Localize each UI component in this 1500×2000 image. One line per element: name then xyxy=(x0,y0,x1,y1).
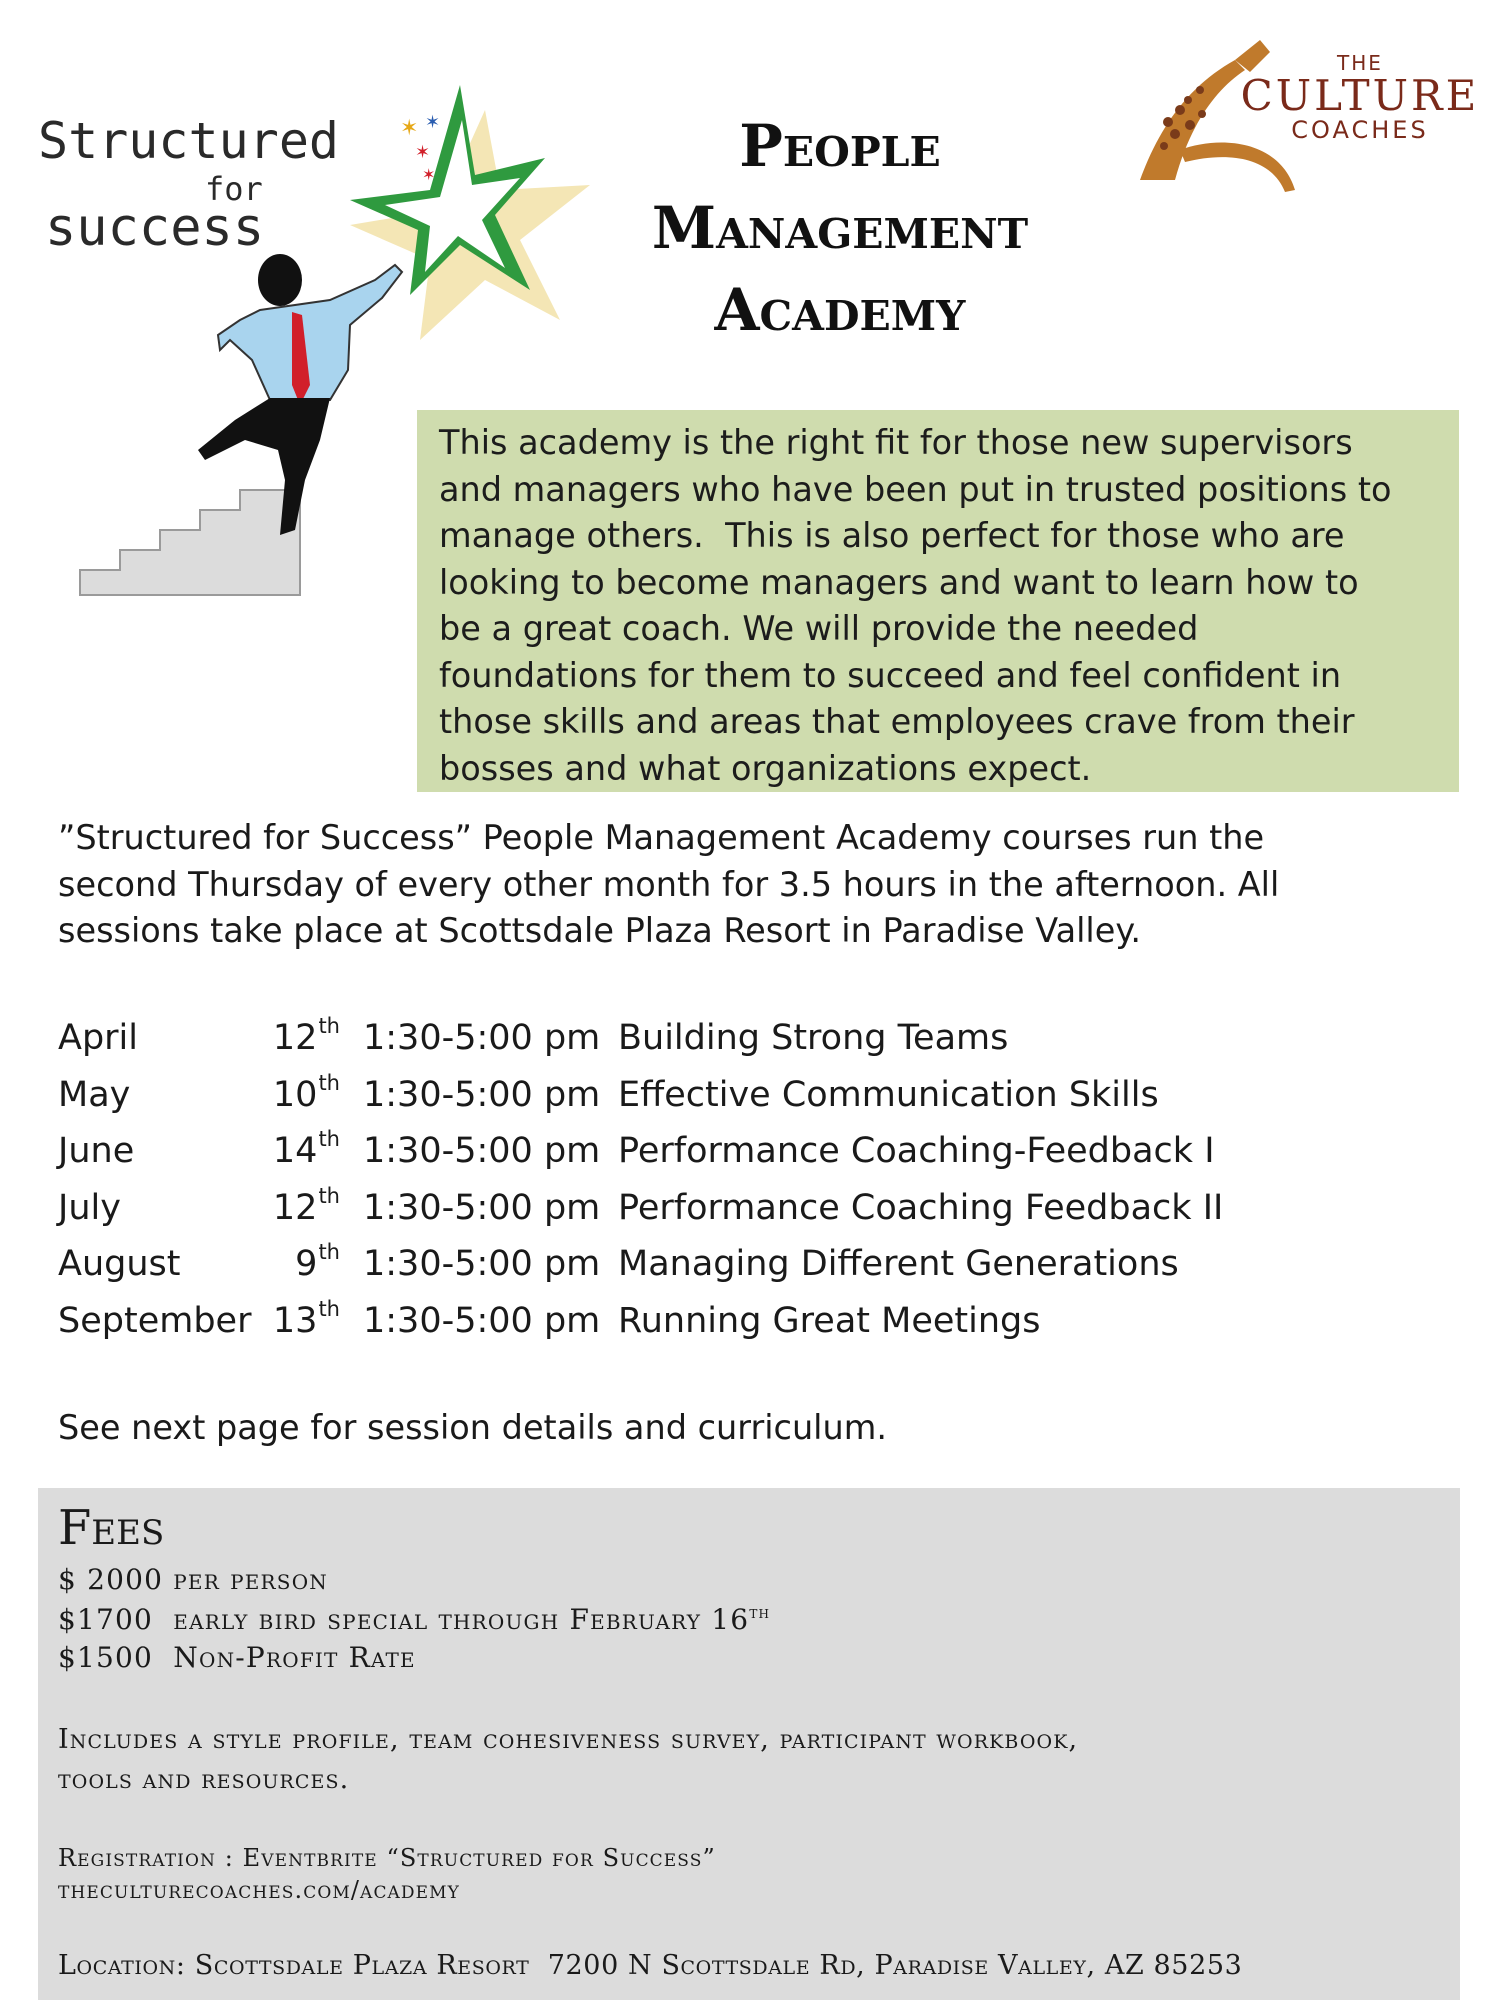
svg-text:Structured: Structured xyxy=(38,112,340,170)
intro-line: manage others. This is also perfect for those who are xyxy=(439,516,1345,555)
culture-coaches-logo xyxy=(1120,30,1490,200)
svg-text:✶: ✶ xyxy=(425,112,441,133)
intro-line: looking to become managers and want to learn how to xyxy=(439,562,1359,602)
culture-coaches-figure-icon xyxy=(1120,30,1490,200)
fees-box xyxy=(38,1488,1460,2000)
intro-line: bosses and what organizations expect. xyxy=(439,748,1092,788)
intro-line: and managers who have been put in trusted positions to xyxy=(439,469,1392,509)
title-line: Management xyxy=(651,194,1029,262)
day-number: 12 xyxy=(272,1187,318,1228)
session-time: 1:30-5:00 pm xyxy=(363,1131,601,1171)
svg-text:CULTURE: CULTURE xyxy=(1240,71,1480,120)
svg-text:✶: ✶ xyxy=(415,142,431,163)
day-number: 10 xyxy=(272,1074,318,1115)
session-month: June xyxy=(58,1131,135,1171)
summary-line: ”Structured for Success” People Management Academy courses run the xyxy=(58,818,1265,857)
includes-line: Includes a style profile, team cohesiveness survey, participant workbook, xyxy=(58,1724,1079,1755)
svg-text:success: success xyxy=(45,198,265,258)
intro-line: those skills and areas that employees crave from their xyxy=(439,702,1355,741)
fee-suffix: th xyxy=(749,1603,771,1623)
page-title xyxy=(560,105,1120,351)
session-day xyxy=(250,1010,340,1066)
svg-text:COACHES: COACHES xyxy=(1291,116,1429,144)
fees-includes xyxy=(58,1720,1078,1800)
day-suffix: th xyxy=(318,1127,340,1151)
session-time: 1:30-5:00 pm xyxy=(363,1187,601,1228)
summary-line: second Thursday of every other month for 3.5 hours in the afternoon. All xyxy=(58,864,1280,904)
session-day xyxy=(250,1067,340,1123)
session-topic: Performance Coaching-Feedback I xyxy=(618,1131,1215,1171)
day-number: 14 xyxy=(272,1131,318,1171)
session-month: April xyxy=(58,1018,138,1058)
day-number: 13 xyxy=(272,1300,318,1341)
svg-text:for: for xyxy=(205,170,263,208)
title-line: Academy xyxy=(714,276,966,344)
intro-line: be a great coach. We will provide the needed xyxy=(439,609,1199,648)
registration-info: Registration : Eventbrite “Structured for Success” xyxy=(58,1844,716,1872)
session-time: 1:30-5:00 pm xyxy=(363,1244,601,1284)
includes-line: tools and resources. xyxy=(58,1764,350,1795)
day-suffix: th xyxy=(318,1240,340,1264)
intro-line: foundations for them to succeed and feel confident in xyxy=(439,655,1342,695)
course-summary xyxy=(58,815,1458,955)
fee-text: $ 2000 per person xyxy=(58,1563,329,1596)
fee-text: $1700 early bird special through February 16 xyxy=(58,1603,750,1636)
session-topic: Managing Different Generations xyxy=(618,1244,1179,1284)
fee-text: $1500 Non-Profit Rate xyxy=(58,1641,416,1674)
schedule-row xyxy=(58,1180,1458,1237)
next-page-note: See next page for session details and curriculum. xyxy=(58,1408,887,1447)
schedule-row xyxy=(58,1010,1458,1067)
session-month: September xyxy=(58,1300,252,1341)
session-day xyxy=(250,1236,340,1292)
session-month: May xyxy=(58,1074,131,1115)
svg-text:✶: ✶ xyxy=(422,165,436,184)
session-day xyxy=(250,1123,340,1179)
schedule-row xyxy=(58,1236,1458,1293)
fees-heading: Fees xyxy=(58,1500,165,1556)
intro-box xyxy=(417,410,1459,792)
svg-text:✶: ✶ xyxy=(400,116,419,141)
day-suffix: th xyxy=(318,1296,340,1321)
intro-text xyxy=(439,420,1439,792)
session-time: 1:30-5:00 pm xyxy=(363,1074,601,1115)
session-month: August xyxy=(58,1244,181,1284)
schedule-row xyxy=(58,1067,1458,1124)
summary-line: sessions take place at Scottsdale Plaza Resort in Paradise Valley. xyxy=(58,911,1142,950)
session-day xyxy=(250,1180,340,1236)
schedule-row xyxy=(58,1293,1458,1350)
session-topic: Effective Communication Skills xyxy=(618,1074,1159,1115)
fee-item xyxy=(58,1600,770,1640)
fee-item xyxy=(58,1560,328,1600)
svg-text:THE: THE xyxy=(1337,51,1383,75)
day-number: 12 xyxy=(272,1018,318,1058)
session-topic: Building Strong Teams xyxy=(618,1018,1009,1058)
session-topic: Performance Coaching Feedback II xyxy=(618,1187,1224,1228)
day-suffix: th xyxy=(318,1070,340,1095)
title-line: People xyxy=(739,112,941,180)
day-number: 9 xyxy=(295,1244,318,1284)
day-suffix: th xyxy=(318,1183,340,1208)
session-month: July xyxy=(58,1187,121,1228)
session-time: 1:30-5:00 pm xyxy=(363,1300,601,1341)
session-day xyxy=(250,1293,340,1349)
location-info: Location: Scottsdale Plaza Resort 7200 N Scottsdale Rd, Paradise Valley, AZ 85253 xyxy=(58,1950,1243,1981)
website-link[interactable]: theculturecoaches.com/academy xyxy=(58,1876,460,1904)
fee-item xyxy=(58,1638,416,1678)
intro-line: This academy is the right fit for those new supervisors xyxy=(439,423,1353,462)
session-time: 1:30-5:00 pm xyxy=(363,1018,601,1058)
session-schedule xyxy=(58,1010,1458,1349)
day-suffix: th xyxy=(318,1014,340,1038)
schedule-row xyxy=(58,1123,1458,1180)
session-topic: Running Great Meetings xyxy=(618,1300,1041,1341)
